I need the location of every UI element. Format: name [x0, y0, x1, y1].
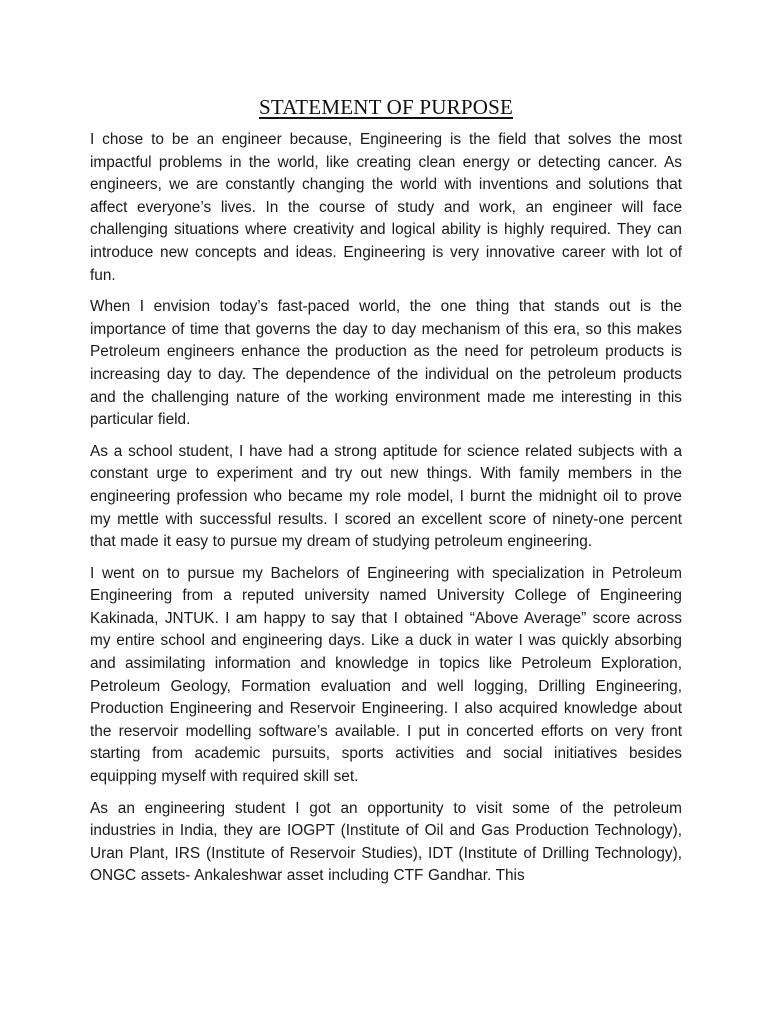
paragraph-1: I chose to be an engineer because, Engineering is the field that solves the most impactful problems in the world, like creating clean energy or detecting cancer. As engineers, we are constantly changing the world with inventions and solutions that affect everyone’s lives. In the course of study and work, an engineer will face challenging situations where creativity and logical ability is highly required. They can introduce new concepts and ideas. Engineering is very innovative career with lot of fun.	[90, 131, 682, 284]
paragraph-4: I went on to pursue my Bachelors of Engineering with specialization in Petroleum Engineering from a reputed university named University College of Engineering Kakinada, JNTUK. I am happy to say that I obtained “Above Average” score across my entire school and engineering days. Like a duck in water I was quickly absorbing and assimilating information and knowledge in topics like Petroleum Exploration, Petroleum Geology, Formation evaluation and well logging, Drilling Engineering, Production Engineering and Reservoir Engineering. I also acquired knowledge about the reservoir modelling software’s available. I put in concerted efforts on very front starting from academic pursuits, sports activities and social initiatives besides equipping myself with required skill set.	[90, 564, 682, 786]
page-title: STATEMENT OF PURPOSE	[259, 95, 513, 119]
paragraph-5: As an engineering student I got an opportunity to visit some of the petroleum industries in India, they are IOGPT (Institute of Oil and Gas Production Technology), Uran Plant, IRS (Institute of Reservoir Studies), IDT (Institute of Drilling Technology), ONGC assets- Ankaleshwar asset including CTF Gandhar. This	[90, 799, 682, 885]
paragraph-3: As a school student, I have had a strong aptitude for science related subjects with a constant urge to experiment and try out new things. With family members in the engineering profession who became my role model, I burnt the midnight oil to prove my mettle with successful results. I scored an excellent score of ninety-one percent that made it easy to pursue my dream of studying petroleum engineering.	[90, 442, 682, 551]
paragraph-2: When I envision today’s fast-paced world, the one thing that stands out is the importance of time that governs the day to day mechanism of this era, so this makes Petroleum engineers enhance the production as the need for petroleum products is increasing day to day. The dependence of the individual on the petroleum products and the challenging nature of the working environment made me interesting in this particular field.	[90, 298, 682, 429]
